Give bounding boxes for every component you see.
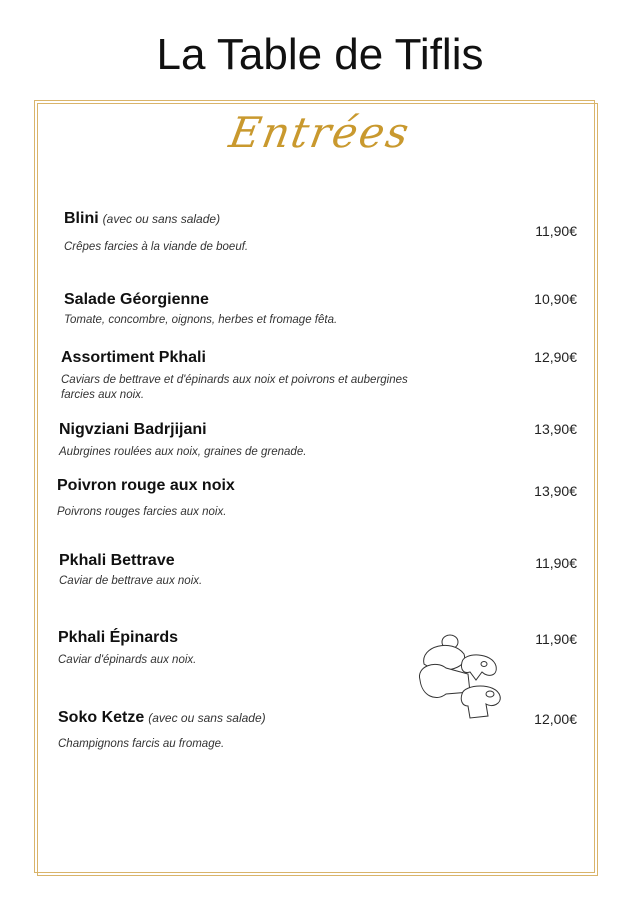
item-note: (avec ou sans salade): [102, 212, 221, 226]
item-description: Caviar d'épinards aux noix.: [58, 654, 197, 666]
item-description: Champignons farcis au fromage.: [58, 738, 225, 750]
item-note: (avec ou sans salade): [148, 711, 266, 725]
item-price: 12,00€: [534, 711, 577, 727]
item-description: Caviar de bettrave aux noix.: [59, 575, 203, 587]
menu-item: [58, 709, 266, 752]
item-name: Blini: [64, 210, 99, 227]
item-description: Aubrgines roulées aux noix, graines de grenade.: [59, 446, 307, 458]
item-name: Assortiment Pkhali: [61, 349, 206, 366]
menu-item: [59, 552, 202, 589]
item-price: 13,90€: [534, 421, 577, 437]
item-description: Caviars de bettrave et d'épinards aux noix et poivrons et aubergines farcies aux noix.: [61, 374, 408, 401]
item-description: Tomate, concombre, oignons, herbes et fromage fêta.: [64, 314, 338, 326]
item-price: 10,90€: [534, 291, 577, 307]
item-name: Salade Géorgienne: [64, 291, 209, 308]
item-price: 11,90€: [535, 631, 577, 647]
item-name: Nigvziani Badrjijani: [59, 421, 207, 438]
menu-item: [58, 629, 196, 668]
restaurant-title: La Table de Tiflis: [156, 30, 484, 79]
item-name: Pkhali Bettrave: [59, 552, 175, 569]
item-price: 11,90€: [535, 555, 577, 571]
menu-item: [64, 291, 337, 328]
menu-item: [59, 421, 306, 460]
menu-item: [64, 210, 248, 255]
menu-item: [61, 349, 431, 403]
section-heading: Entrées: [225, 108, 415, 157]
item-price: 13,90€: [534, 483, 577, 499]
item-name: Poivron rouge aux noix: [57, 477, 235, 494]
item-name: Soko Ketze: [58, 709, 145, 726]
mushroom-illustration-icon: [412, 632, 504, 720]
item-name: Pkhali Épinards: [58, 629, 179, 646]
item-description: Crêpes farcies à la viande de boeuf.: [64, 241, 249, 253]
item-description: Poivrons rouges farcies aux noix.: [57, 506, 227, 518]
item-price: 12,90€: [534, 349, 577, 365]
item-price: 11,90€: [535, 223, 577, 239]
menu-item: [57, 477, 235, 520]
